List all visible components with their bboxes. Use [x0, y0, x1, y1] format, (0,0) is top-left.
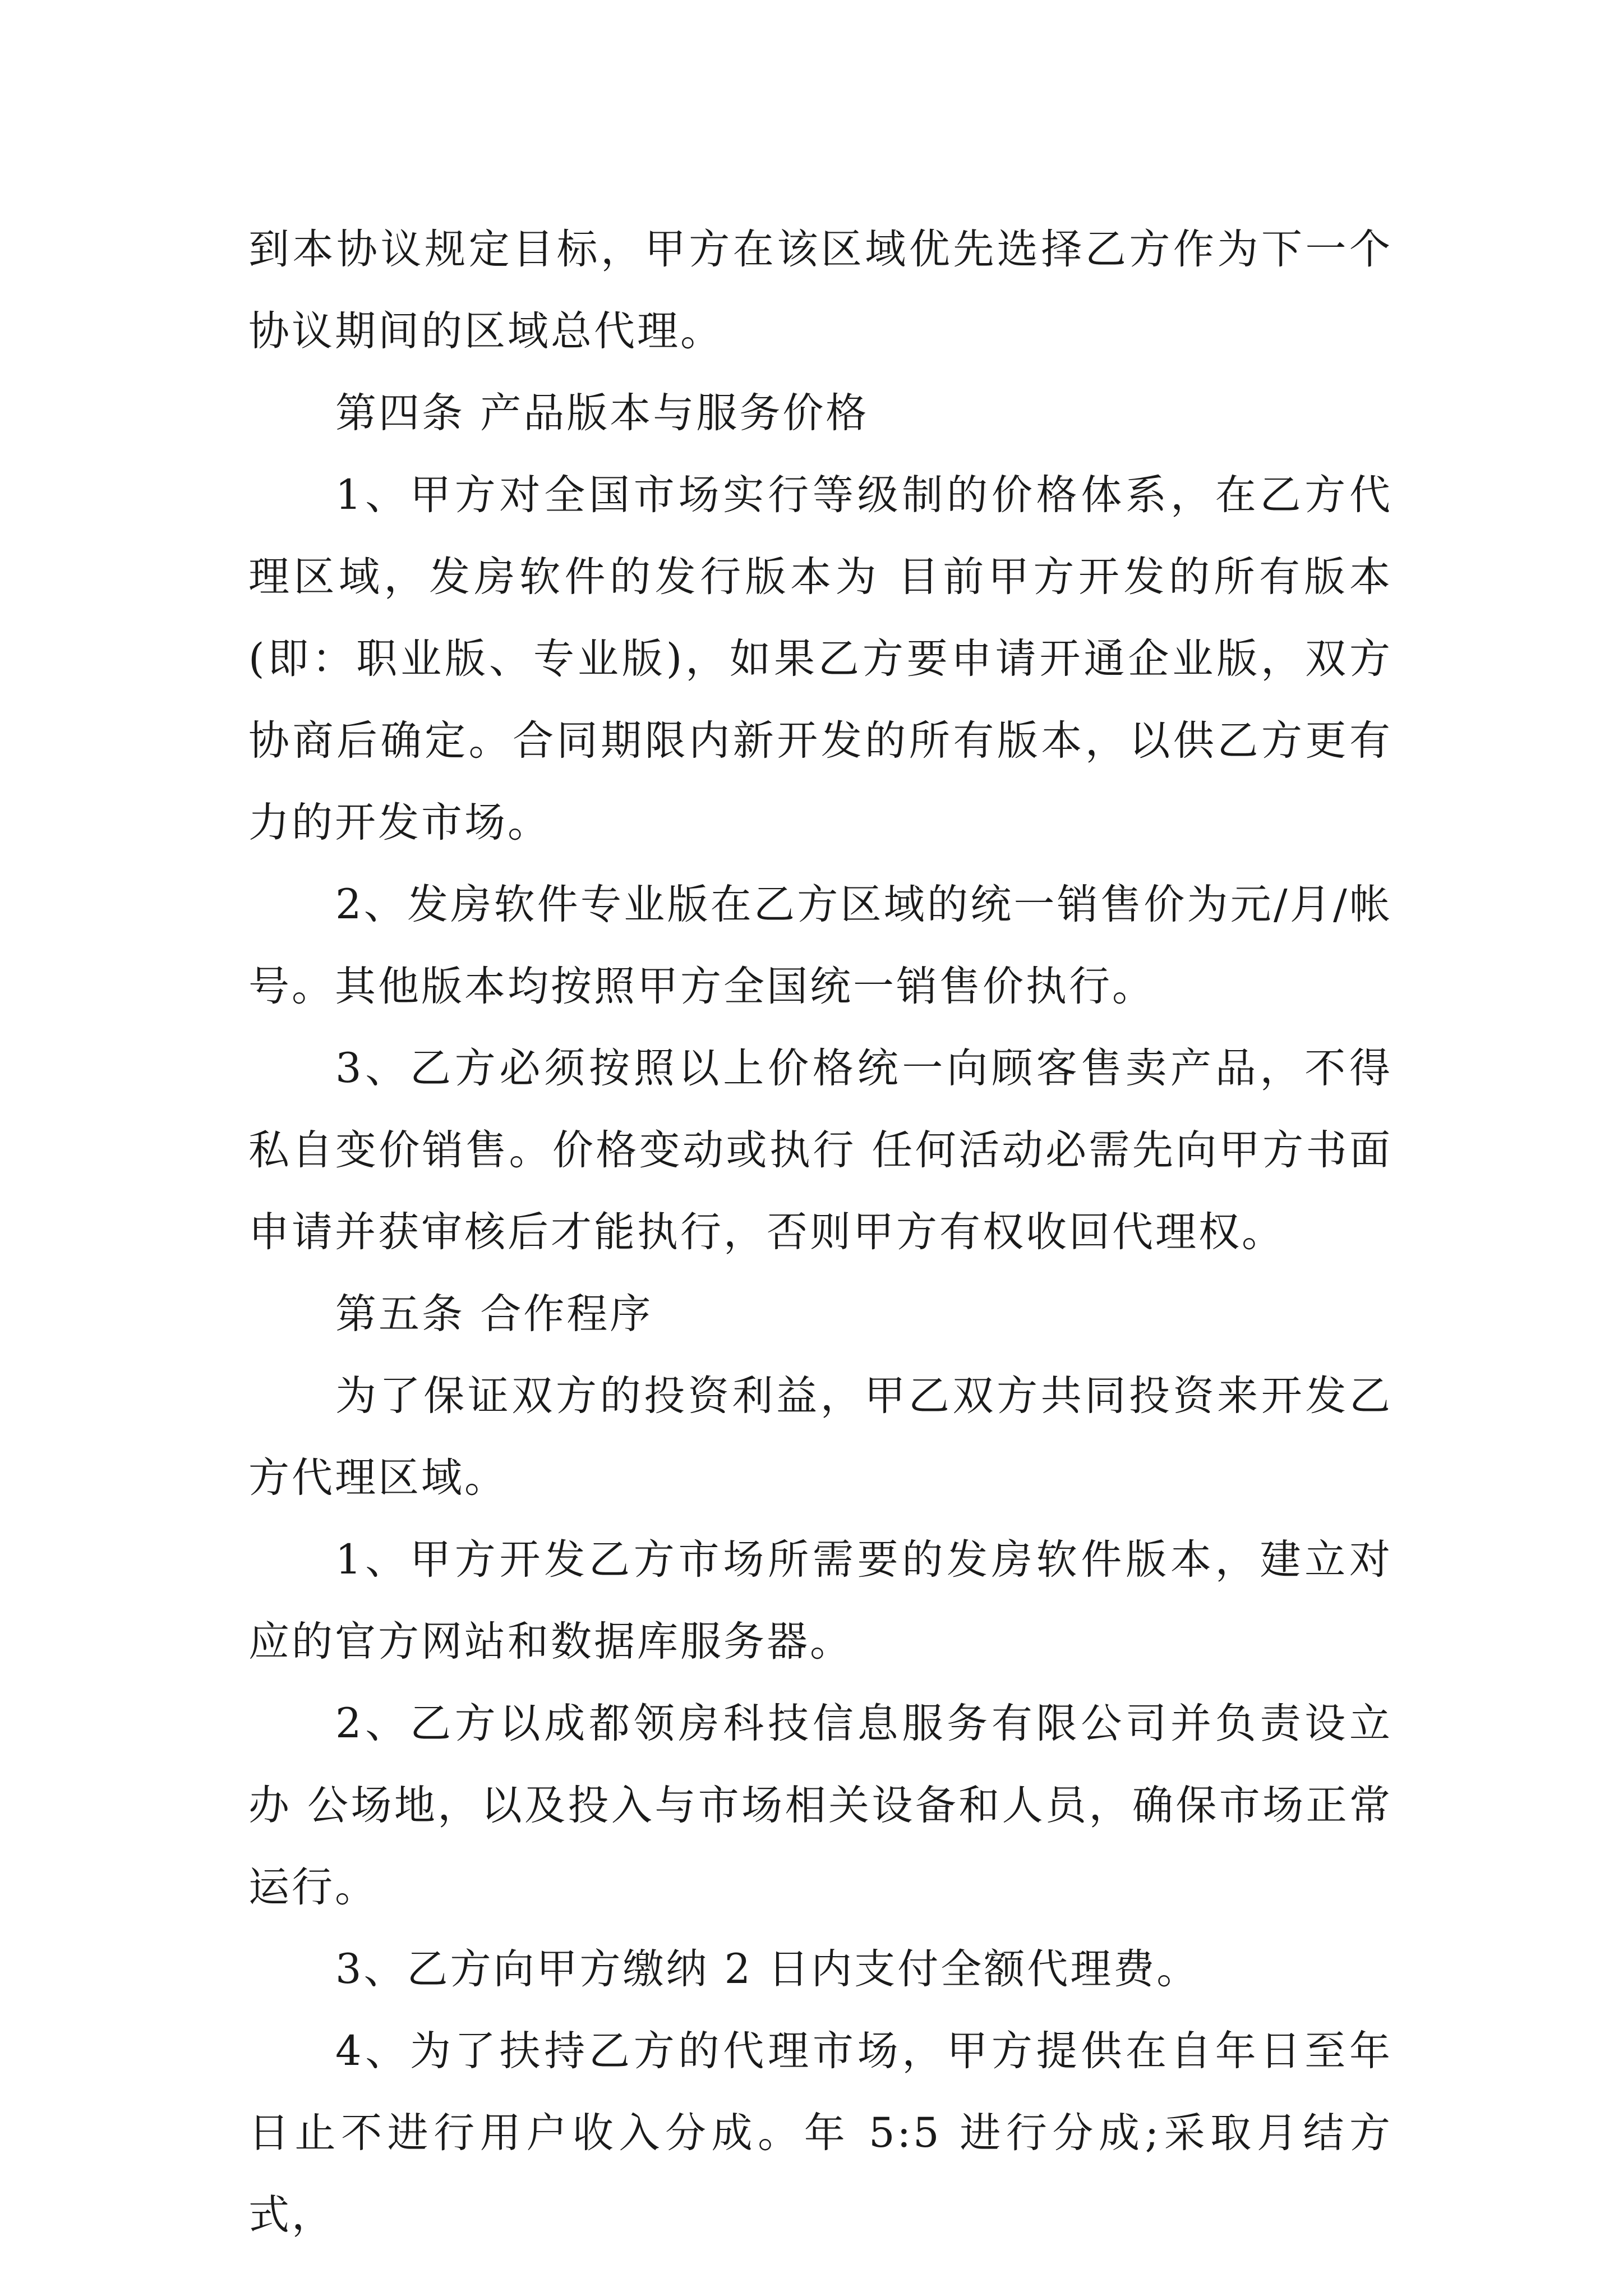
- paragraph-article-4-item-1: 1、甲方对全国市场实行等级制的价格体系，在乙方代理区域，发房软件的发行版本为 目前甲方开发的所有版本(即：职业版、专业版)，如果乙方要申请开通企业版，双方协商后确定。合同期限内新开发的所有版本，以供乙方更有力的开发市场。: [248, 471, 1393, 846]
- paragraph-article-5-item-4: 4、为了扶持乙方的代理市场，甲方提供在自年日至年日止不进行用户收入分成。年 5:5 进行分成;采取月结方式，: [248, 2027, 1393, 2239]
- paragraph-article-5-item-3: 3、乙方向甲方缴纳 2 日内支付全额代理费。: [335, 1945, 1200, 1993]
- paragraph-article-5-intro: 为了保证双方的投资利益，甲乙双方共同投资来开发乙方代理区域。: [248, 1372, 1393, 1502]
- paragraph-article-5-item-2: 2、乙方以成都领房科技信息服务有限公司并负责设立办 公场地，以及投入与市场相关设备和人员，确保市场正常运行。: [248, 1700, 1393, 1911]
- paragraph-continuation: 到本协议规定目标，甲方在该区域优先选择乙方作为下一个协议期间的区域总代理。: [248, 226, 1393, 355]
- paragraph-article-4-item-2: 2、发房软件专业版在乙方区域的统一销售价为元/月/帐号。其他版本均按照甲方全国统一销售价执行。: [248, 881, 1393, 1010]
- section-heading-article-4: 第四条 产品版本与服务价格: [335, 389, 869, 437]
- section-heading-article-5: 第五条 合作程序: [335, 1290, 653, 1338]
- paragraph-article-5-item-1: 1、甲方开发乙方市场所需要的发房软件版本，建立对应的官方网站和数据库服务器。: [248, 1536, 1393, 1665]
- paragraph-article-4-item-3: 3、乙方必须按照以上价格统一向顾客售卖产品，不得私自变价销售。价格变动或执行 任何活动必需先向甲方书面申请并获审核后才能执行，否则甲方有权收回代理权。: [248, 1045, 1393, 1256]
- document-body: [248, 209, 1393, 2256]
